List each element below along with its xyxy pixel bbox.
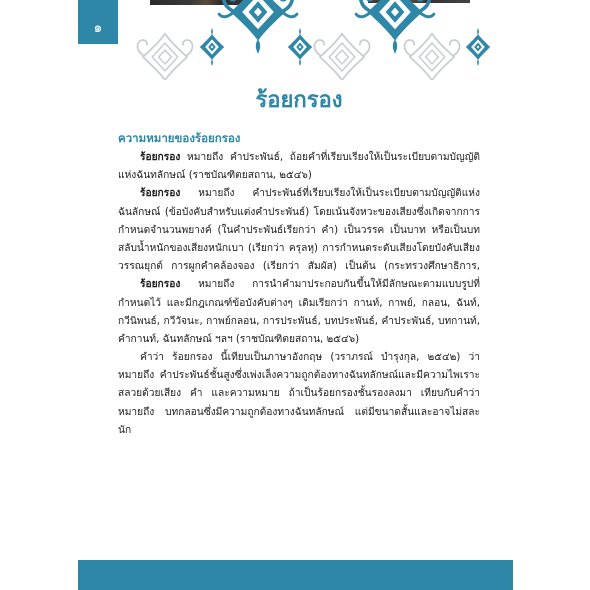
line-text: สลับน้ำหนักของเสียงหนักเบา (เรียกว่า ครุลหุ) การกำหนดระดับเสียงโดยบังคับเสียง: [118, 242, 480, 254]
header-ornament-band: [0, 0, 590, 80]
body-line: [118, 204, 480, 222]
body-line: [118, 149, 480, 167]
thai-diamond-icon: [466, 28, 490, 66]
body-line: [118, 367, 480, 385]
line-text: วรรณยุกต์ การผูกคำคล้องจอง (เรียกว่า สัมผัส) เป็นต้น (กระทรวงศึกษาธิการ,: [118, 261, 480, 273]
body-line: [118, 185, 480, 203]
line-text: สลวยด้วยเสียง คำ และความหมาย ถ้าเป็นร้อยกรองชั้นรองลงมา เทียบกับคำว่า: [118, 388, 480, 400]
body-line: [118, 167, 480, 185]
body-line: [118, 276, 480, 294]
thai-kanok-outline-icon: [404, 34, 459, 80]
line-text: หมายถึง คำประพันธ์ที่เรียบเรียงให้เป็นระเบียบตามบัญญัติแห่ง: [198, 188, 480, 200]
line-lead-term: ร้อยกรอง: [140, 188, 181, 200]
line-text: หมายถึง คำประพันธ์ชั้นสูงซึ่งเพ่งเล็งความถูกต้องทางฉันทลักษณ์และมีความไพเราะ: [118, 370, 480, 382]
body-line: [118, 422, 480, 440]
body-line: [118, 295, 480, 313]
thai-kanok-outline-icon: [137, 34, 192, 80]
line-text: หมายถึง บทกลอนซึ่งมีความถูกต้องทางฉันทลักษณ์ แต่มีขนาดสั้นและอาจไม่สละ: [118, 406, 480, 418]
thai-kanok-diamond-icon: [219, 0, 297, 54]
body-line: [118, 331, 480, 349]
line-text: หมายถึง การนำคำมาประกอบกันขึ้นให้มีลักษณะตามแบบรูปที่: [198, 279, 480, 291]
body-text: [118, 149, 480, 440]
thai-kanok-outline-icon: [314, 34, 369, 80]
line-text: กำหนดจำนวนพยางค์ (ในคำประพันธ์เรียกว่า คำ) เป็นวรรค เป็นบาท หรือเป็นบท: [118, 224, 480, 236]
line-text: คำกานท์, ฉันทลักษณ์ ฯลฯ (ราชบัณฑิตยสถาน, ๒๕๔๖): [118, 333, 360, 345]
body-line: [118, 222, 480, 240]
line-lead-term: ร้อยกรอง: [140, 279, 181, 291]
thai-diamond-icon: [200, 28, 224, 66]
body-line: [118, 313, 480, 331]
page-number: ๑: [93, 20, 103, 36]
section-heading: ความหมายของร้อยกรอง: [118, 131, 241, 145]
body-line: [118, 240, 480, 258]
page-title: ร้อยกรอง: [255, 88, 343, 113]
line-text: ฉันลักษณ์ (ข้อบังคับสำหรับแต่งคำประพันธ์) โดยเน้นจังหวะของเสียงซึ่งเกิดจากการ: [118, 206, 480, 218]
body-line: [118, 404, 480, 422]
footer-bar: [78, 560, 513, 590]
body-line: [118, 385, 480, 403]
thai-diamond-icon: [288, 28, 312, 66]
body-line: [118, 349, 480, 367]
line-text: แห่งฉันทลักษณ์ (ราชบัณฑิตยสถาน, ๒๕๔๖): [118, 170, 312, 182]
line-text: นัก: [118, 424, 132, 436]
line-text: หมายถึง คำประพันธ์, ถ้อยคำที่เรียบเรียงให้เป็นระเบียบตามบัญญัติ: [187, 152, 480, 163]
line-text: กวีนิพนธ์, กวีวัจนะ, กาพย์กลอน, การประพันธ์, บทประพันธ์, คำประพันธ์, บทกานท์,: [118, 315, 480, 327]
body-line: [118, 258, 480, 276]
line-lead-term: ร้อยกรอง: [140, 152, 181, 163]
line-text: กำหนดไว้ และมีกฎเกณฑ์ข้อบังคับต่างๆ เดิมเรียกว่า กานท์, กาพย์, กลอน, ฉันท์,: [118, 297, 480, 309]
line-text: คำว่า ร้อยกรอง นี้เทียบเป็นภาษาอังกฤษ (วราภรณ์ บำรุงกุล, ๒๕๔๒) ว่า: [140, 352, 480, 364]
